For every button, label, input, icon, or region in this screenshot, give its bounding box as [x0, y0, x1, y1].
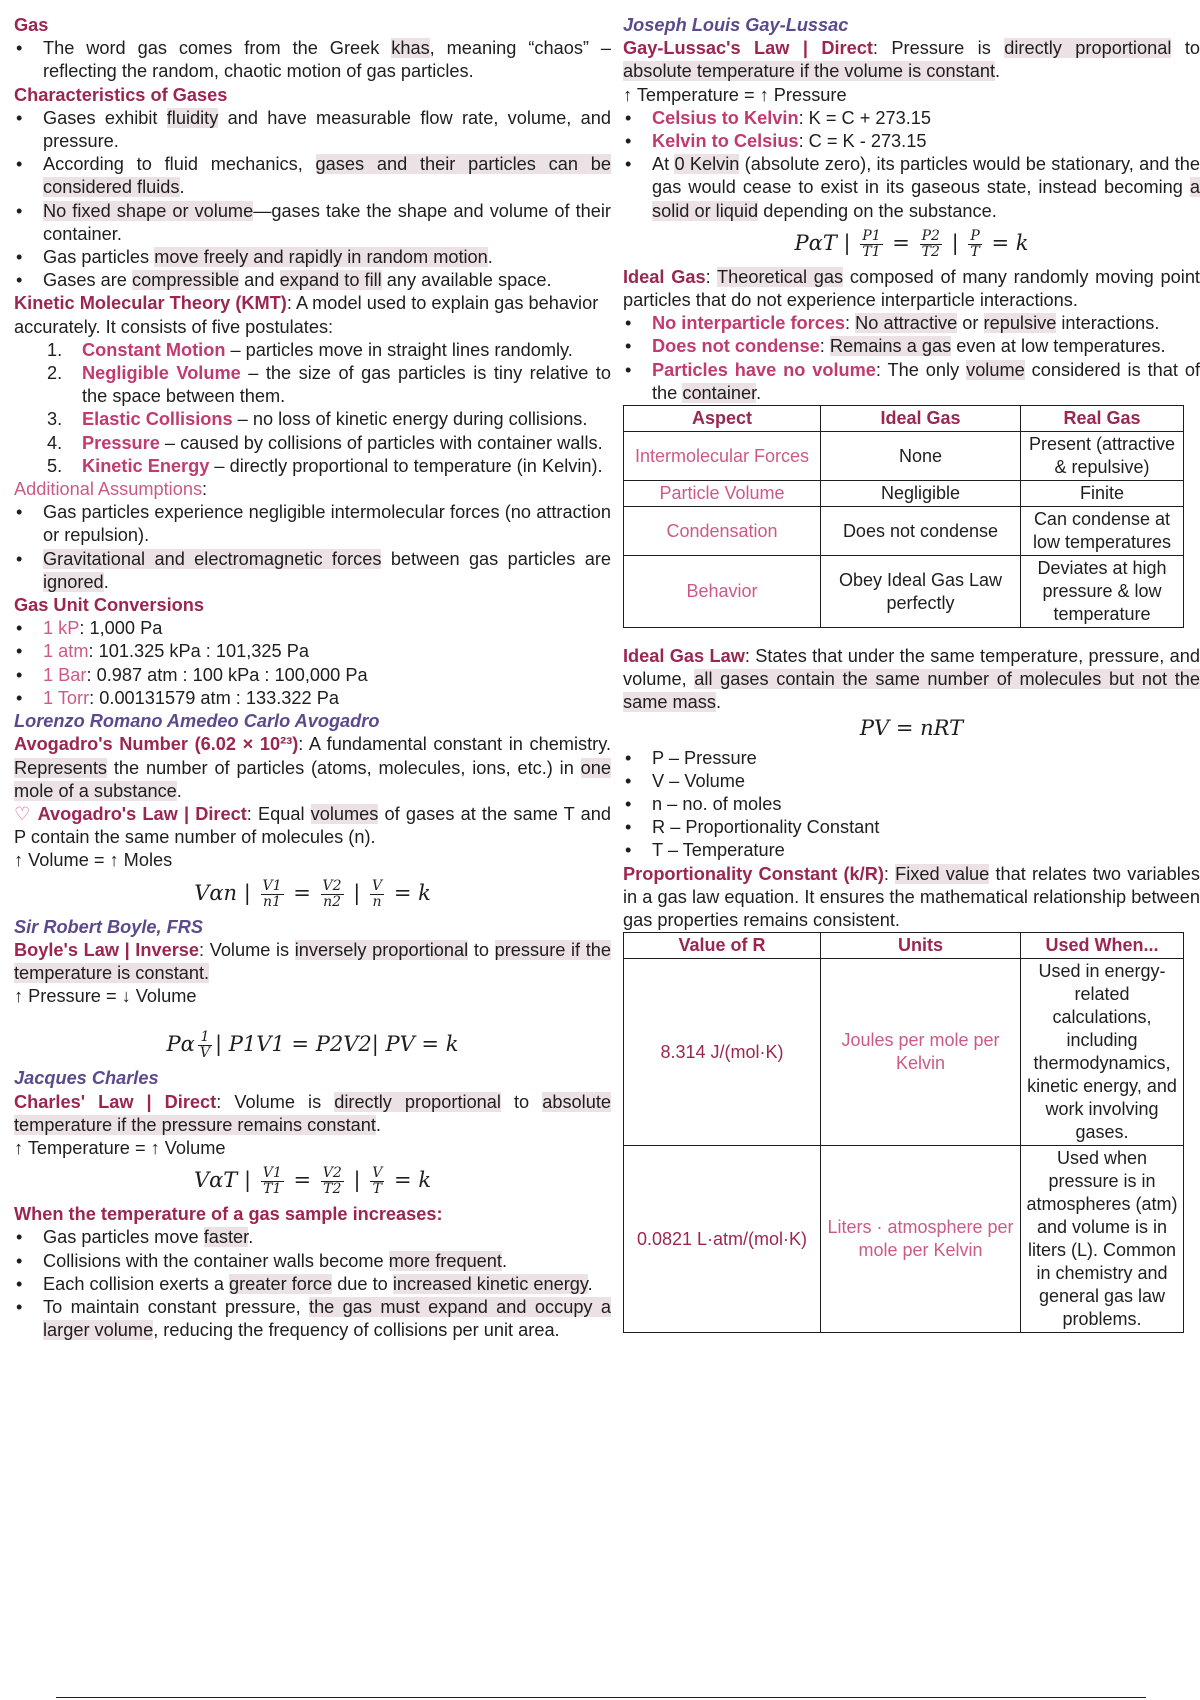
table-cell: Obey Ideal Gas Law perfectly: [821, 556, 1021, 628]
heart-icon: ♡: [14, 803, 32, 824]
list-item: • At 0 Kelvin (absolute zero), its particles would be stationary, and the gas would cease to exist in its gaseous state, instead becoming a solid or liquid depending on the substance.: [623, 153, 1200, 223]
kmt-definition: Kinetic Molecular Theory (KMT): A model used to explain gas behavior accurately. It consists of five postulates:: [14, 293, 599, 337]
table-header: Used When...: [1021, 933, 1184, 959]
table-cell: 8.314 J/(mol·K): [624, 959, 821, 1146]
right-column: [623, 14, 1200, 1333]
variables-list: [623, 747, 1200, 863]
characteristics-heading: Characteristics of Gases: [14, 84, 228, 105]
table-header: Aspect: [624, 406, 821, 432]
list-item: • Each collision exerts a greater force due to increased kinetic energy.: [14, 1273, 611, 1296]
table-cell: Condensation: [624, 507, 821, 556]
gay-lussac-equation: PαT | $\frac{P1}{T1}$ = $\frac{P2}{T2}$ | $\frac{P}{T}$ = k: [794, 227, 1029, 260]
ideal-gas-definition: Ideal Gas: Theoretical gas composed of many randomly moving point particles that do not experience interparticle interactions.: [623, 266, 1200, 311]
r-values-table: [623, 932, 1184, 1333]
list-item: 2. Negligible Volume – the size of gas particles is tiny relative to the space between them.: [47, 363, 611, 407]
table-cell: Behavior: [624, 556, 821, 628]
table-cell: Does not condense: [821, 507, 1021, 556]
table-cell: Liters · atmosphere per mole per Kelvin: [821, 1146, 1021, 1333]
list-item: • Gas particles experience negligible intermolecular forces (no attraction or repulsion).: [14, 501, 611, 547]
list-item: • The word gas comes from the Greek khas, meaning “chaos” – reflecting the random, chaotic motion of gas particles.: [14, 37, 611, 83]
list-item: • To maintain constant pressure, the gas must expand and occupy a larger volume, reducing the frequency of collisions per unit area.: [14, 1296, 611, 1342]
left-column: [14, 14, 611, 1342]
list-item: • Gas particles move faster.: [14, 1226, 611, 1249]
charles-relation: ↑ Temperature = ↑ Volume: [14, 1137, 226, 1158]
table-cell: Can condense at low temperatures: [1021, 507, 1184, 556]
list-item: • Kelvin to Celsius: C = K - 273.15: [623, 130, 1200, 153]
gay-lussac-law: Gay-Lussac's Law | Direct: Pressure is directly proportional to absolute temperature if the volume is constant.: [623, 38, 1200, 82]
table-row: [624, 432, 1184, 481]
table-row: [624, 959, 1184, 1146]
gas-heading: Gas: [14, 15, 49, 35]
table-header: Value of R: [624, 933, 821, 959]
conversions-list: [14, 617, 611, 710]
gay-lussac-name: Joseph Louis Gay-Lussac: [623, 15, 849, 35]
list-item: • 1 Bar: 0.987 atm : 100 kPa : 100,000 Pa: [14, 664, 611, 687]
list-item: • R – Proportionality Constant: [623, 816, 1200, 839]
bottom-divider: [56, 1697, 1146, 1698]
table-row: [624, 556, 1184, 628]
list-item: • n – no. of moles: [623, 793, 1200, 816]
list-item: 5. Kinetic Energy – directly proportional to temperature (in Kelvin).: [47, 455, 603, 476]
list-item: • Particles have no volume: The only volume considered is that of the container.: [623, 359, 1200, 405]
list-item: • 1 atm: 101.325 kPa : 101,325 Pa: [14, 640, 611, 663]
boyle-equation: Pα $\frac{1}{V}$ | P1V1 = P2V2| PV = k: [166, 1029, 459, 1062]
ideal-gas-list: [623, 312, 1200, 405]
list-item: • Collisions with the container walls become more frequent.: [14, 1250, 611, 1273]
table-header: Ideal Gas: [821, 406, 1021, 432]
table-row: [624, 507, 1184, 556]
table-cell: Intermolecular Forces: [624, 432, 821, 481]
table-row: [624, 1146, 1184, 1333]
table-row: [624, 481, 1184, 507]
avogadro-relation: ↑ Volume = ↑ Moles: [14, 850, 173, 871]
table-header: Real Gas: [1021, 406, 1184, 432]
table-cell: Joules per mole per Kelvin: [821, 959, 1021, 1146]
table-header-row: [624, 933, 1184, 959]
list-item: 3. Elastic Collisions – no loss of kinetic energy during collisions.: [47, 409, 588, 430]
table-cell: Finite: [1021, 481, 1184, 507]
kelvin-list: [623, 107, 1200, 223]
proportionality-constant: Proportionality Constant (k/R): Fixed value that relates two variables in a gas law equation. It ensures the mathematical relationship between gas properties remains consistent.: [623, 863, 1200, 931]
table-cell: Deviates at high pressure & low temperature: [1021, 556, 1184, 628]
avogadro-equation: Vαn | $\frac{V1}{n1}$ = $\frac{V2}{n2}$ | $\frac{V}{n}$ = k: [194, 877, 431, 910]
list-item: 1. Constant Motion – particles move in straight lines randomly.: [47, 339, 573, 360]
ideal-vs-real-table: [623, 405, 1184, 628]
ideal-gas-law: Ideal Gas Law: States that under the same temperature, pressure, and volume, all gases contain the same number of molecules but not the same mass.: [623, 646, 1200, 713]
gay-lussac-relation: ↑ Temperature = ↑ Pressure: [623, 84, 847, 105]
table-cell: Present (attractive & repulsive): [1021, 432, 1184, 481]
list-item: • Gravitational and electromagnetic forces between gas particles are ignored.: [14, 548, 611, 594]
list-item: • According to fluid mechanics, gases and their particles can be considered fluids.: [14, 153, 611, 199]
table-cell: Negligible: [821, 481, 1021, 507]
list-item: • P – Pressure: [623, 747, 1200, 770]
list-item: • No interparticle forces: No attractive or repulsive interactions.: [623, 312, 1200, 335]
table-cell: Used in energy-related calculations, including thermodynamics, kinetic energy, and work involving gases.: [1021, 959, 1184, 1146]
table-header-row: [624, 406, 1184, 432]
list-item: • Does not condense: Remains a gas even at low temperatures.: [623, 335, 1200, 358]
charles-law: Charles' Law | Direct: Volume is directly proportional to absolute temperature if the pressure remains constant.: [14, 1091, 611, 1135]
assumptions-list: [14, 501, 611, 594]
list-item: • T – Temperature: [623, 839, 1200, 862]
list-item: • No fixed shape or volume—gases take the shape and volume of their container.: [14, 200, 611, 246]
boyle-relation: ↑ Pressure = ↓ Volume: [14, 986, 197, 1007]
temperature-list: [14, 1226, 611, 1342]
table-cell: Used when pressure is in atmospheres (atm) and volume is in liters (L). Common in chemistry and general gas law problems.: [1021, 1146, 1184, 1333]
list-item: • 1 kP: 1,000 Pa: [14, 617, 611, 640]
boyle-name: Sir Robert Boyle, FRS: [14, 916, 203, 937]
boyle-law: Boyle's Law | Inverse: Volume is inversely proportional to pressure if the temperature is constant.: [14, 939, 612, 983]
list-item: • 1 Torr: 0.00131579 atm : 133.322 Pa: [14, 687, 611, 710]
ideal-gas-equation: PV = nRT: [859, 715, 964, 740]
avogadro-name: Lorenzo Romano Amedeo Carlo Avogadro: [14, 711, 380, 732]
list-item: • Gas particles move freely and rapidly in random motion.: [14, 246, 611, 269]
table-cell: Particle Volume: [624, 481, 821, 507]
table-header: Units: [821, 933, 1021, 959]
assumptions-heading: Additional Assumptions:: [14, 479, 208, 500]
avogadro-number: Avogadro's Number (6.02 × 10²³): A fundamental constant in chemistry. Represents the number of particles (atoms, molecules, ions, etc.) in one mole of a substance.: [14, 734, 611, 801]
charles-name: Jacques Charles: [14, 1068, 159, 1089]
temperature-heading: When the temperature of a gas sample increases:: [14, 1204, 443, 1225]
table-cell: 0.0821 L·atm/(mol·K): [624, 1146, 821, 1333]
list-item: • Gases exhibit fluidity and have measurable flow rate, volume, and pressure.: [14, 107, 611, 153]
avogadro-law: ♡ Avogadro's Law | Direct: Equal volumes of gases at the same T and P contain the same number of molecules (n).: [14, 803, 611, 848]
list-item: 4. Pressure – caused by collisions of particles with container walls.: [47, 432, 603, 453]
list-item: • V – Volume: [623, 770, 1200, 793]
list-item: • Gases are compressible and expand to fill any available space.: [14, 269, 611, 292]
gas-intro-list: [14, 37, 611, 83]
table-cell: None: [821, 432, 1021, 481]
characteristics-list: [14, 107, 611, 293]
charles-equation: VαT | $\frac{V1}{T1}$ = $\frac{V2}{T2}$ | $\frac{V}{T}$ = k: [193, 1165, 432, 1198]
kmt-postulates-list: [14, 339, 611, 478]
list-item: • Celsius to Kelvin: K = C + 273.15: [623, 107, 1200, 130]
conversions-heading: Gas Unit Conversions: [14, 595, 205, 616]
